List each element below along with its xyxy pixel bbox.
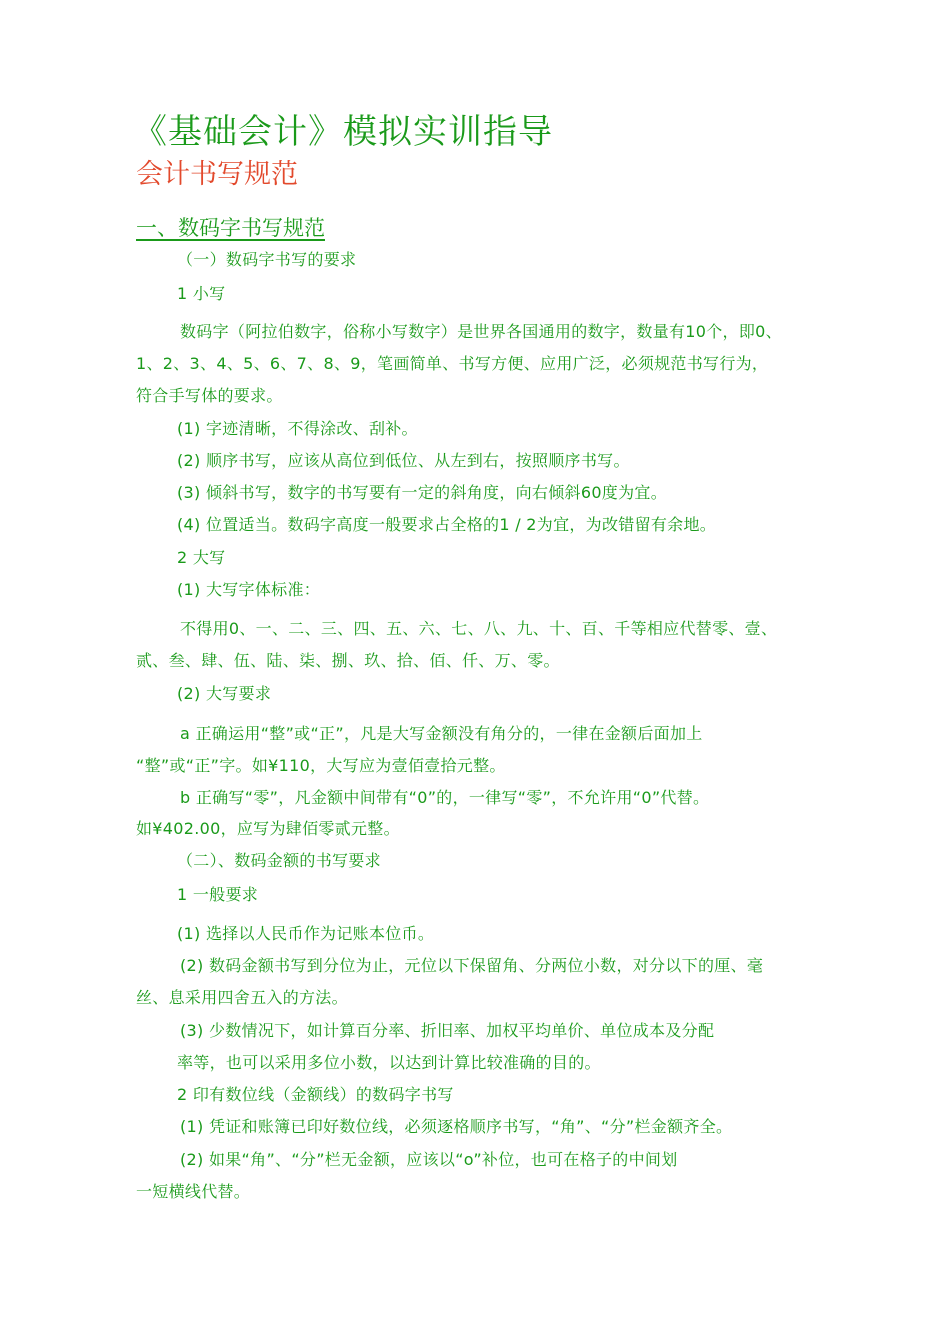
list-item: (2) 如果“角”、“分”栏无金额，应该以“o”补位，也可在格子的中间划 xyxy=(180,1150,678,1169)
paragraph-line: 丝、息采用四舍五入的方法。 xyxy=(136,988,348,1007)
list-item: (1) 大写字体标准： xyxy=(177,580,321,599)
paragraph-line: a 正确运用“整”或“正”，凡是大写金额没有角分的，一律在金额后面加上 xyxy=(180,724,703,743)
paragraph-line: 数码字（阿拉伯数字，俗称小写数字）是世界各国通用的数字，数量有10个，即0、 xyxy=(180,322,782,341)
section-heading: 一、数码字书写规范 xyxy=(136,216,325,240)
paragraph-line: 不得用0、一、二、三、四、五、六、七、八、九、十、百、千等相应代替零、壹、 xyxy=(180,619,778,638)
list-item: (2) 数码金额书写到分位为止，元位以下保留角、分两位小数，对分以下的厘、毫 xyxy=(180,956,764,975)
list-item: (2) 大写要求 xyxy=(177,684,272,703)
list-item: (2) 顺序书写，应该从高位到低位、从左到右，按照顺序书写。 xyxy=(177,451,630,470)
paragraph-line: b 正确写“零”，凡金额中间带有“0”的，一律写“零”，不允许用“0”代替。 xyxy=(180,788,710,807)
item-heading-lowercase: 1 小写 xyxy=(177,284,226,303)
list-item: (1) 凭证和账簿已印好数位线，必须逐格顺序书写，“角”、“分”栏金额齐全。 xyxy=(180,1117,733,1136)
list-item: (4) 位置适当。数码字高度一般要求占全格的1 / 2为宜，为改错留有余地。 xyxy=(177,515,717,534)
item-heading-uppercase: 2 大写 xyxy=(177,548,226,567)
document-title: 《基础会计》模拟实训指导 xyxy=(133,112,553,152)
list-item: (1) 选择以人民币作为记账本位币。 xyxy=(177,924,435,943)
subsection-heading-2: （二）、数码金额的书写要求 xyxy=(177,851,381,870)
item-heading-digit-lines: 2 印有数位线（金额线）的数码字书写 xyxy=(177,1085,454,1104)
paragraph-line: 率等，也可以采用多位小数，以达到计算比较准确的目的。 xyxy=(177,1053,601,1072)
paragraph-line: “整”或“正”字。如¥110，大写应为壹佰壹拾元整。 xyxy=(136,756,506,775)
list-item: (3) 倾斜书写，数字的书写要有一定的斜角度，向右倾斜60度为宜。 xyxy=(177,483,668,502)
subsection-heading-1: （一）数码字书写的要求 xyxy=(177,250,357,269)
list-item: (3) 少数情况下，如计算百分率、折旧率、加权平均单价、单位成本及分配 xyxy=(180,1021,715,1040)
paragraph-line: 贰、叁、肆、伍、陆、柒、捌、玖、拾、佰、仟、万、零。 xyxy=(136,651,560,670)
paragraph-line: 符合手写体的要求。 xyxy=(136,386,283,405)
document-subtitle: 会计书写规范 xyxy=(136,159,298,190)
item-heading-general: 1 一般要求 xyxy=(177,885,259,904)
paragraph-line: 1、2、3、4、5、6、7、8、9，笔画简单、书写方便、应用广泛，必须规范书写行为， xyxy=(136,354,769,373)
list-item: (1) 字迹清晰，不得涂改、刮补。 xyxy=(177,419,418,438)
paragraph-line: 如¥402.00，应写为肆佰零贰元整。 xyxy=(136,819,400,838)
paragraph-line: 一短横线代替。 xyxy=(136,1182,251,1201)
